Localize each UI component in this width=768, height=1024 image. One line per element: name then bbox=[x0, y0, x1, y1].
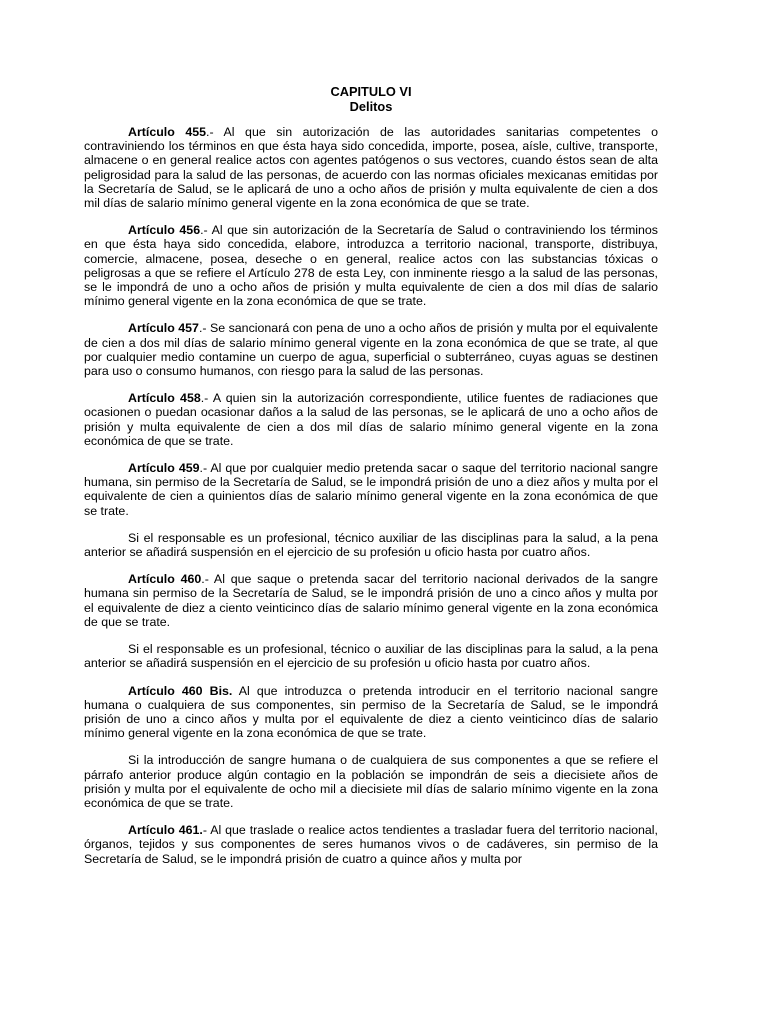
paragraph-art-460-second bbox=[84, 642, 658, 670]
paragraph-text: .- Se sancionará con pena de uno a ocho años de prisión y multa por el equivalente de cien a dos mil días de salario mínimo general vigente en la zona económica de que se trate, al que por cualquier medio contamine un cuerpo de agua, superficial o subterráneo, cuyas aguas se destinen para uso o consumo humanos, con riesgo para la salud de las personas. bbox=[84, 321, 658, 379]
article-label: Artículo 458 bbox=[128, 391, 201, 406]
article-label: Artículo 455 bbox=[128, 125, 207, 139]
paragraph-text: .- Al que por cualquier medio pretenda sacar o saque del territorio nacional sangre humana, sin permiso de la Secretaría de Salud, se le impondrá prisión de uno a diez años y multa por el equivalente de cien a quinientos días de salario mínimo general vigente en la zona económica de que se trate. bbox=[84, 461, 658, 518]
paragraph-text: .- Al que sin autorización de las autoridades sanitarias competentes o contraviniendo los términos en que ésta haya sido concedida, importe, posea, aísle, cultive, transporte, almacene o en general realice actos con agentes patógenos o sus vectores, cuando éstos sean de alta peligrosidad para la salud de las personas, de acuerdo con las normas oficiales mexicanas emitidas por la Secretaría de Salud, se le aplicará de uno a ocho años de prisión y multa equivalente de cien a dos mil días de salario mínimo general vigente en la zona económica de que se trate. bbox=[84, 125, 659, 211]
paragraph-art-457 bbox=[84, 321, 658, 378]
paragraph-text: Si el responsable es un profesional, técnico auxiliar de las disciplinas para la salud, a la pena anterior se añadirá suspensión en el ejercicio de su profesión u oficio hasta por cuatro años. bbox=[84, 530, 658, 560]
article-label: Artículo 457 bbox=[128, 321, 199, 336]
paragraph-text: .- Al que sin autorización de la Secretaría de Salud o contraviniendo los términos en que ésta haya sido concedida, elabore, introduzca a territorio nacional, transporte, distribuya, comercie, almacene, posea, deseche o en general, realice actos con las substancias tóxicas o peligrosas a que se refiere el Artículo 278 de esta Ley, con inminente riesgo a la salud de las personas, se le impondrá de uno a ocho años de prisión y multa equivalente de cien a dos mil días de salario mínimo general vigente en la zona económica de que se trate. bbox=[84, 223, 658, 309]
paragraph-art-461 bbox=[84, 823, 658, 866]
paragraph-art-455 bbox=[84, 125, 658, 210]
paragraph-text: - Al que traslade o realice actos tendientes a trasladar fuera del territorio nacional, órganos, tejidos y sus componentes de seres humanos vivos o de cadáveres, sin permiso de la Secretaría de Salud, se le impondrá prisión de cuatro a quince años y multa por bbox=[84, 823, 658, 866]
article-label: Artículo 459 bbox=[128, 461, 200, 476]
paragraph-text: .- A quien sin la autorización correspondiente, utilice fuentes de radiaciones que ocasionen o puedan ocasionar daños a la salud de las personas, se le aplicará de uno a ocho años de prisión y multa equivalente de cien a dos mil días de salario mínimo general vigente en la zona económica de que se trate. bbox=[84, 391, 658, 448]
article-label: Artículo 461. bbox=[128, 823, 203, 838]
paragraph-text: Al que introduzca o pretenda introducir en el territorio nacional sangre humana o cualquiera de sus componentes, sin permiso de la Secretaría de Salud, se le impondrá prisión de uno a cinco años y multa por el equivalente de diez a ciento veinticinco días de salario mínimo general vigente en la zona económica de que se trate. bbox=[84, 683, 659, 741]
chapter-subtitle: Delitos bbox=[349, 99, 393, 114]
chapter-heading bbox=[84, 84, 658, 114]
paragraph-text: .- Al que saque o pretenda sacar del territorio nacional derivados de la sangre humana sin permiso de la Secretaría de Salud, se le impondrá prisión de uno a cinco años y multa por el equivalente de diez a ciento veinticinco días de salario mínimo general vigente en la zona económica de que se trate. bbox=[84, 572, 658, 629]
paragraph-art-460 bbox=[84, 572, 658, 629]
paragraph-art-456 bbox=[84, 223, 658, 308]
paragraph-art-458 bbox=[84, 391, 658, 448]
paragraph-text: Si el responsable es un profesional, técnico o auxiliar de las disciplinas para la salud, a la pena anterior se añadirá suspensión en el ejercicio de su profesión u oficio hasta por cuatro años. bbox=[84, 642, 658, 671]
article-label: Artículo 456 bbox=[128, 223, 201, 238]
paragraph-art-459-second bbox=[84, 531, 658, 559]
article-label: Artículo 460 Bis. bbox=[128, 683, 233, 698]
paragraph-art-460-bis bbox=[84, 684, 658, 741]
paragraph-art-460-bis-second bbox=[84, 753, 658, 810]
chapter-title: CAPITULO VI bbox=[330, 84, 412, 99]
paragraph-text: Si la introducción de sangre humana o de cualquiera de sus componentes a que se refiere el párrafo anterior produce algún contagio en la población se impondrán de seis a diecisiete años de prisión y multa por el equivalente de ocho mil a diecisiete mil días de salario mínimo vigente en la zona económica de que se trate. bbox=[84, 753, 658, 810]
paragraph-art-459 bbox=[84, 461, 658, 518]
document-body bbox=[84, 84, 658, 879]
article-label: Artículo 460 bbox=[128, 572, 202, 587]
